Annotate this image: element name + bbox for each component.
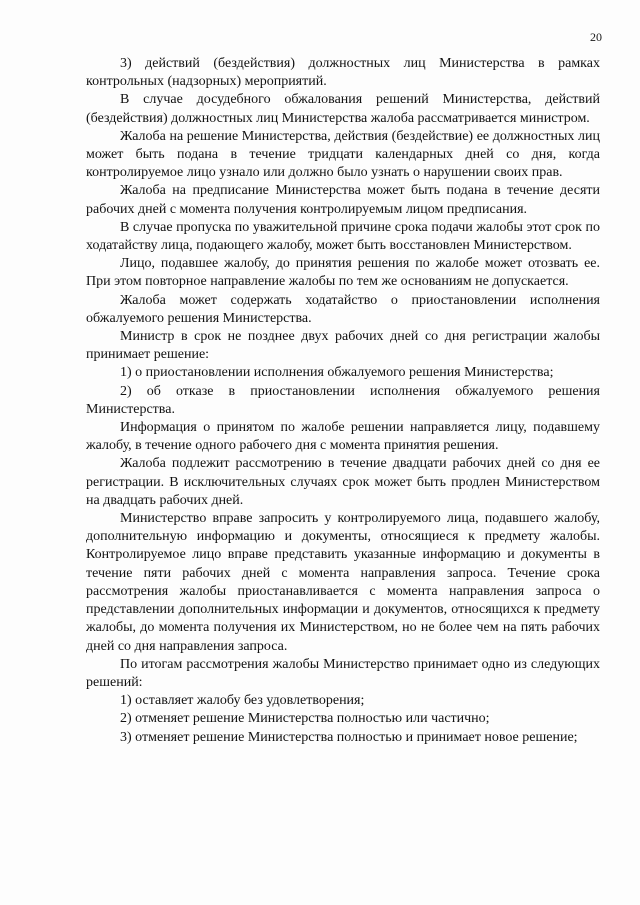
- paragraph: Министр в срок не позднее двух рабочих дней со дня регистрации жалобы принимает решение:: [86, 329, 600, 363]
- list-item: 2) отменяет решение Министерства полностью или частично;: [120, 711, 490, 727]
- list-item: 1) оставляет жалобу без удовлетворения;: [120, 693, 365, 709]
- document-body: [86, 55, 600, 747]
- paragraph: Информация о принятом по жалобе решении направляется лицу, подавшему жалобу, в течение одного рабочего дня с момента принятия решения.: [86, 420, 600, 454]
- paragraph: Жалоба может содержать ходатайство о приостановлении исполнения обжалуемого решения Министерства.: [86, 292, 600, 326]
- list-item: 2) об отказе в приостановлении исполнения обжалуемого решения Министерства.: [86, 383, 600, 417]
- paragraph: В случае пропуска по уважительной причине срока подачи жалобы этот срок по ходатайству лица, подающего жалобу, может быть восстановлен Министерством.: [86, 219, 600, 254]
- list-item: 3) отменяет решение Министерства полностью и принимает новое решение;: [120, 729, 578, 745]
- paragraph: Жалоба на решение Министерства, действия (бездействие) ее должностных лиц может быть подана в течение тридцати календарных дней со дня, когда контролируемое лицо узнало или должно было узнать о нарушении своих прав.: [86, 128, 600, 181]
- paragraph: 3) действий (бездействия) должностных лиц Министерства в рамках контрольных (надзорных) мероприятий.: [86, 56, 600, 90]
- paragraph: В случае досудебного обжалования решений Министерства, действий (бездействия) должностных лиц Министерства жалоба рассматривается министром.: [86, 92, 600, 126]
- paragraph: По итогам рассмотрения жалобы Министерство принимает одно из следующих решений:: [86, 656, 600, 690]
- page-number: 20: [590, 30, 602, 44]
- list-item: 1) о приостановлении исполнения обжалуемого решения Министерства;: [120, 365, 554, 381]
- paragraph: Лицо, подавшее жалобу, до принятия решения по жалобе может отозвать ее. При этом повторное направление жалобы по тем же основаниям не допускается.: [86, 256, 600, 290]
- paragraph: Жалоба на предписание Министерства может быть подана в течение десяти рабочих дней с момента получения контролируемым лицом предписания.: [86, 183, 600, 217]
- paragraph: Жалоба подлежит рассмотрению в течение двадцати рабочих дней со дня ее регистрации. В исключительных случаях срок может быть продлен Министерством на двадцать рабочих дней.: [86, 456, 600, 508]
- paragraph: Министерство вправе запросить у контролируемого лица, подавшего жалобу, дополнительную информацию и документы, относящиеся к предмету жалобы. Контролируемое лицо вправе представить указанные информацию и документы в течение пяти рабочих дней с момента направления запроса. Течение срока рассмотрения жалобы приостанавливается с момента направления запроса о представлении дополнительных информации и документов, относящихся к предмету жалобы, до момента получения их Министерством, но не более чем на пять рабочих дней со дня направления запроса.: [86, 511, 600, 654]
